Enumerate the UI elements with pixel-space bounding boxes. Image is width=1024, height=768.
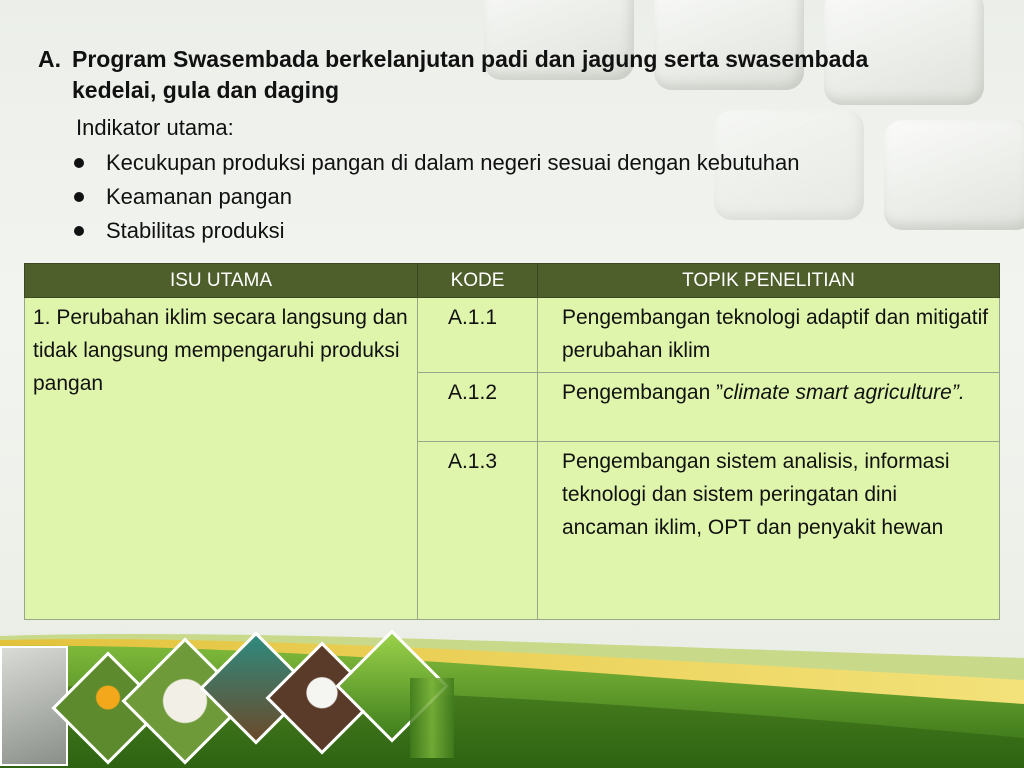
indicator-subtitle: Indikator utama: bbox=[76, 115, 234, 140]
topik-cell: Pengembangan teknologi adaptif dan mitigatif perubahan iklim bbox=[538, 298, 1000, 373]
table-row bbox=[25, 298, 1000, 373]
grass-photo bbox=[410, 678, 454, 758]
header-topik-penelitian: TOPIK PENELITIAN bbox=[538, 264, 1000, 298]
slide-heading bbox=[38, 44, 918, 106]
bullet-icon bbox=[74, 192, 84, 202]
kode-cell: A.1.1 bbox=[418, 298, 538, 373]
list-item-text: Stabilitas produksi bbox=[106, 218, 285, 243]
list-item bbox=[74, 180, 800, 214]
table-header-row bbox=[25, 264, 1000, 298]
bottom-decor-band bbox=[0, 618, 1024, 768]
bullet-icon bbox=[74, 158, 84, 168]
kode-cell: A.1.2 bbox=[418, 373, 538, 442]
kode-cell: A.1.3 bbox=[418, 442, 538, 620]
heading-text: Program Swasembada berkelanjutan padi dan jagung serta swasembada kedelai, gula dan daging bbox=[72, 46, 869, 103]
topik-cell: Pengembangan sistem analisis, informasi teknologi dan sistem peringatan dini ancaman iklim, OPT dan penyakit hewan bbox=[538, 442, 1000, 620]
topik-cell bbox=[538, 373, 1000, 442]
bullet-icon bbox=[74, 226, 84, 236]
header-isu-utama: ISU UTAMA bbox=[25, 264, 418, 298]
header-kode: KODE bbox=[418, 264, 538, 298]
list-item bbox=[74, 146, 800, 180]
list-item bbox=[74, 214, 800, 248]
list-item-text: Keamanan pangan bbox=[106, 184, 292, 209]
isu-utama-cell: 1. Perubahan iklim secara langsung dan tidak langsung mempengaruhi produksi pangan bbox=[25, 298, 418, 620]
topik-prefix: Pengembangan ” bbox=[562, 381, 724, 404]
indicator-list bbox=[74, 146, 800, 248]
heading-marker: A. bbox=[38, 46, 61, 72]
topik-italic: climate smart agriculture”. bbox=[723, 381, 965, 404]
research-topic-table bbox=[24, 263, 1000, 620]
list-item-text: Kecukupan produksi pangan di dalam negeri sesuai dengan kebutuhan bbox=[106, 150, 800, 175]
